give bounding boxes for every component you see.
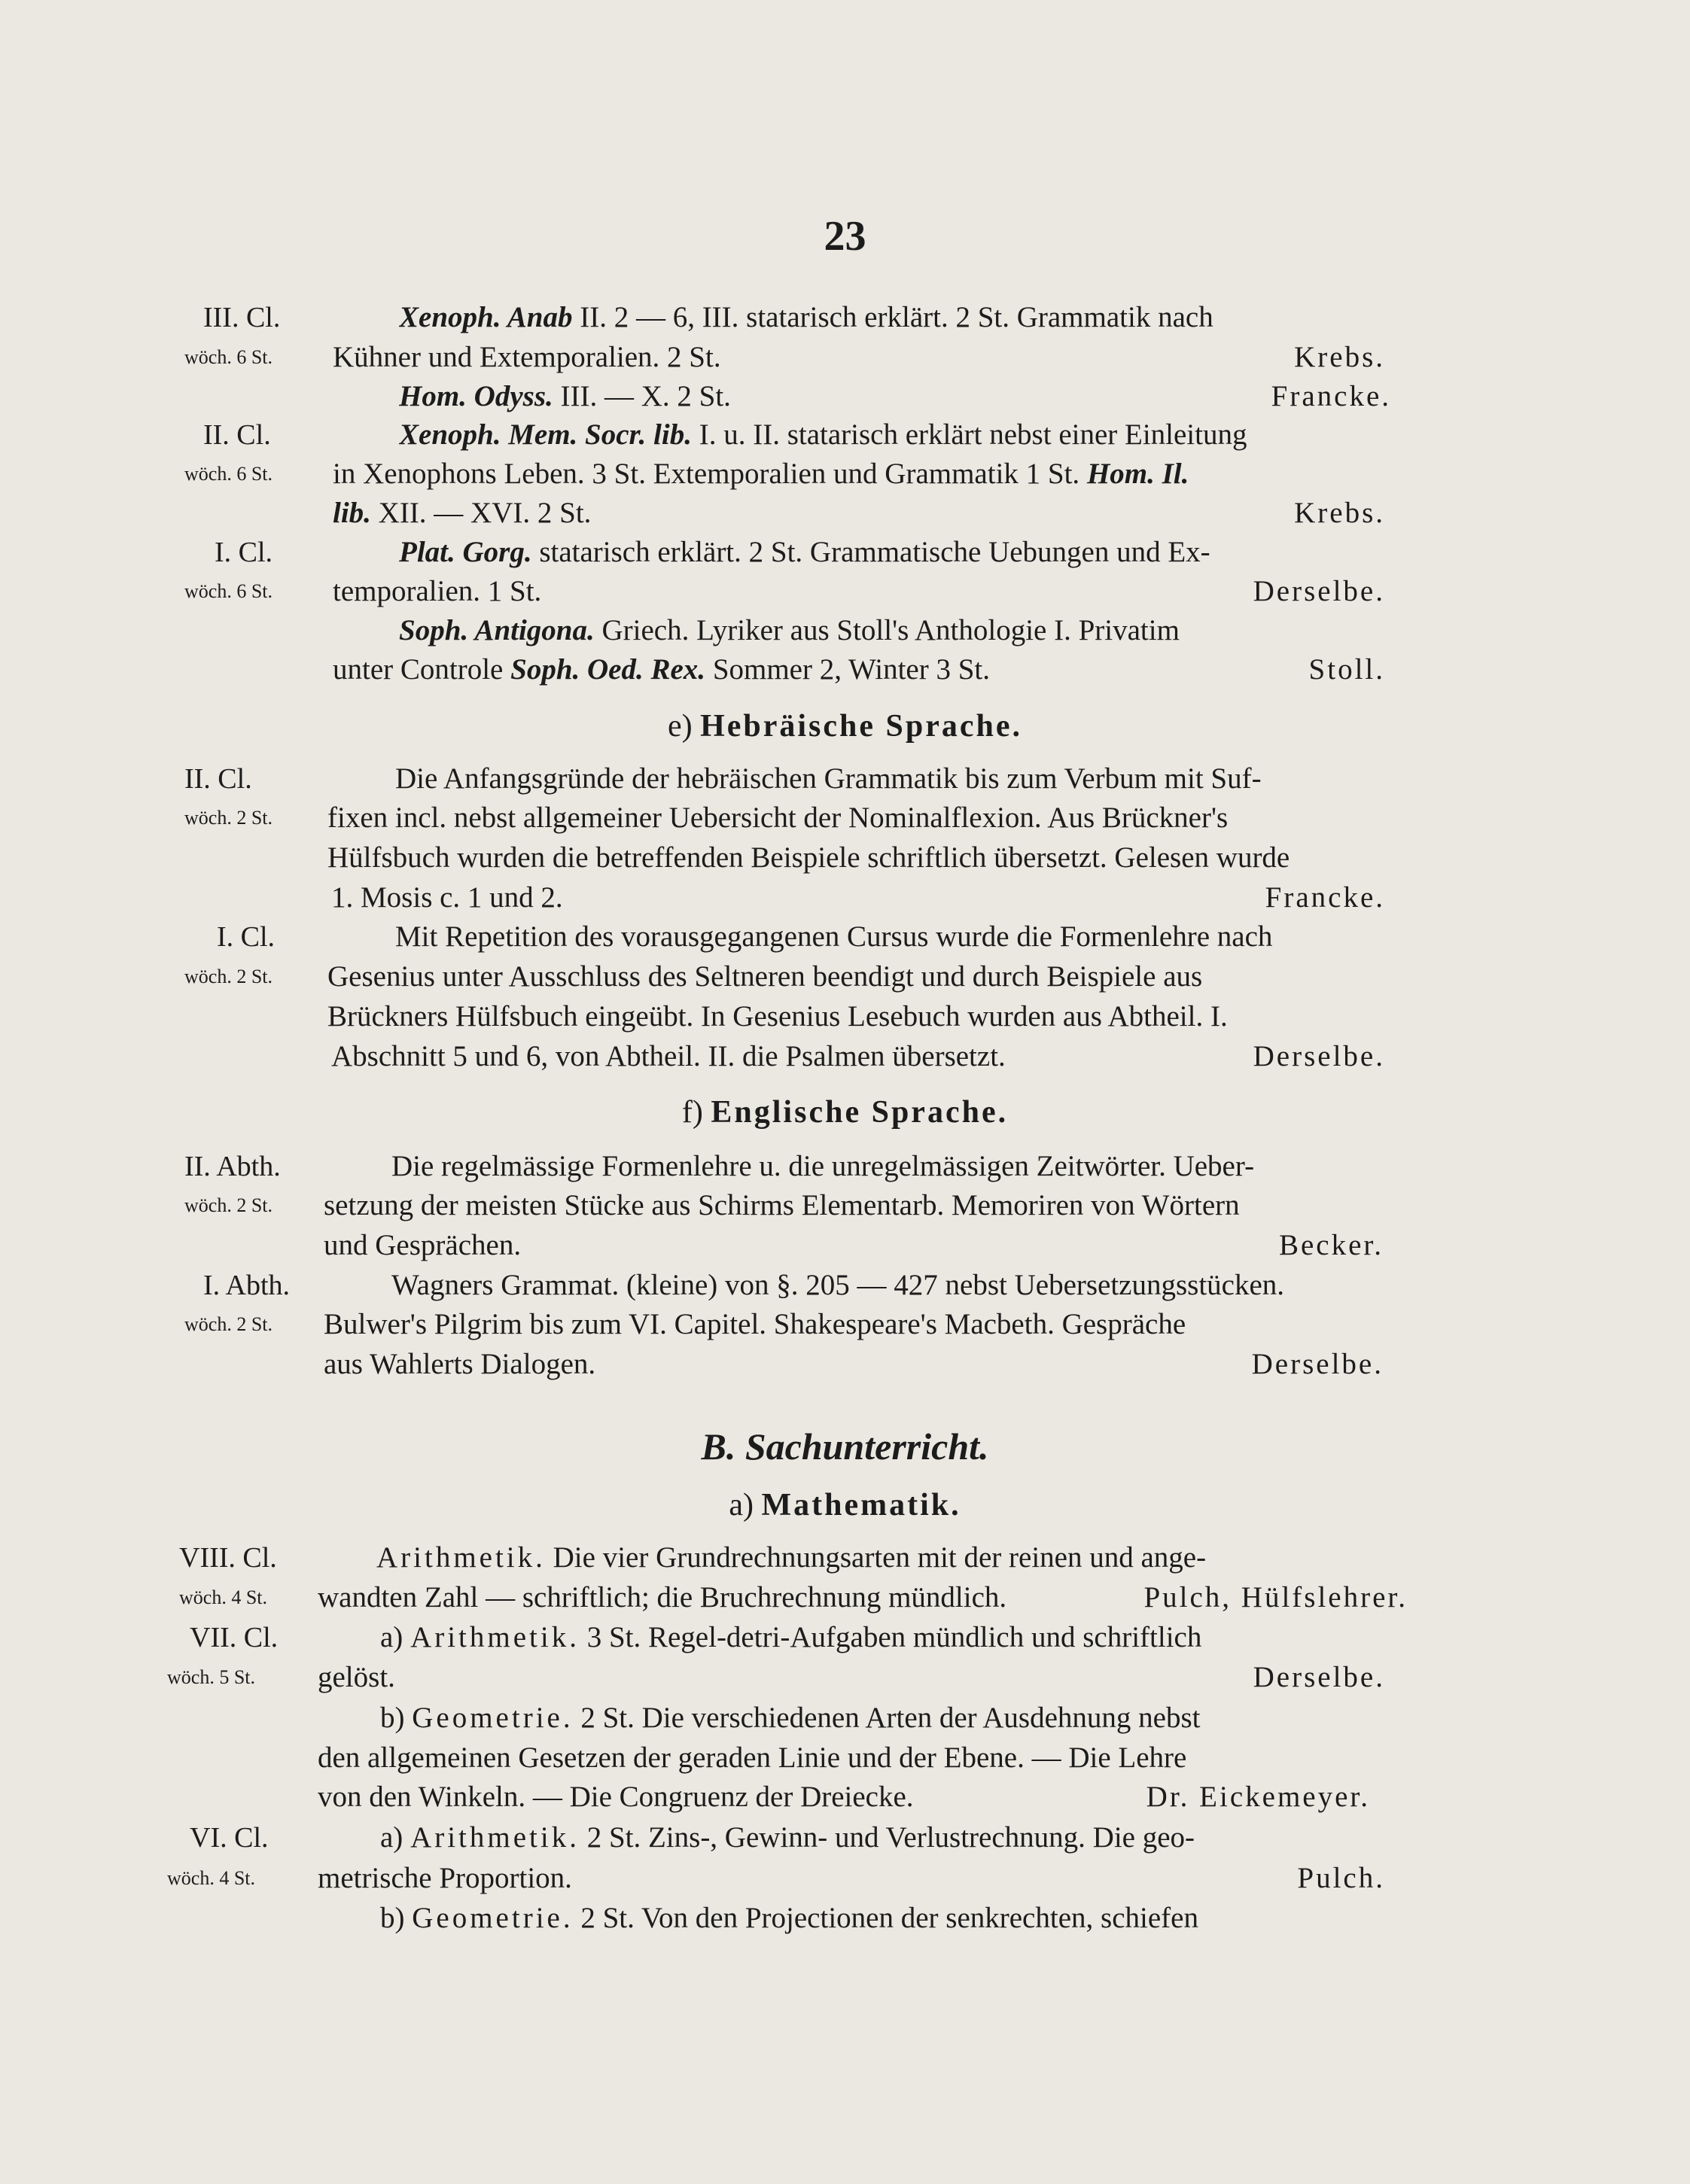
- line-text: und Gesprächen.: [324, 1229, 522, 1261]
- weekly-hours: wöch. 6 St.: [184, 463, 273, 485]
- class-label: VIII. Cl.: [179, 1542, 277, 1574]
- text-line: Mit Repetition des vorausgegangenen Cursus wurde die Formenlehre nach: [395, 920, 1273, 953]
- line-text: XII. — XVI. 2 St.: [370, 497, 592, 529]
- text-line: Gesenius unter Ausschluss des Seltneren beendigt und durch Beispiele aus: [327, 960, 1203, 993]
- class-label: I. Cl.: [217, 921, 276, 953]
- weekly-hours: wöch. 2 St.: [184, 1313, 273, 1335]
- section-heading-sachunterricht: B. Sachunterricht.: [701, 1425, 989, 1468]
- class-label: II. Abth.: [184, 1151, 281, 1182]
- text-line: fixen incl. nebst allgemeiner Uebersicht der Nominalflexion. Aus Brückner's: [327, 802, 1229, 834]
- teacher-name: Becker.: [1278, 1229, 1384, 1261]
- text-line: [380, 1696, 1423, 1741]
- line-text: wandten Zahl — schriftlich; die Bruchrechnung mündlich.: [318, 1581, 1007, 1614]
- heading-prefix: e): [667, 709, 701, 744]
- work-title: Plat. Gorg.: [399, 536, 532, 568]
- item-prefix: a): [380, 1821, 411, 1854]
- class-label: III. Cl.: [203, 302, 281, 333]
- section-heading-mathematik: [0, 1483, 1690, 1528]
- text-line: [399, 412, 1423, 458]
- line-text: statarisch erklärt. 2 St. Grammatische Uebungen und Ex-: [531, 536, 1210, 568]
- subject-name: Geometrie.: [412, 1702, 574, 1734]
- weekly-hours: wöch. 6 St.: [184, 346, 273, 368]
- class-label: VI. Cl.: [190, 1822, 269, 1854]
- line-text: III. — X. 2 St.: [553, 380, 731, 412]
- item-prefix: b): [380, 1702, 413, 1734]
- class-label: II. Cl.: [203, 419, 271, 451]
- weekly-hours: wöch. 4 St.: [179, 1586, 267, 1608]
- text-line: [399, 608, 1423, 653]
- subject-name: Arithmetik.: [410, 1621, 580, 1653]
- text-line: den allgemeinen Gesetzen der geraden Linie und der Ebene. — Die Lehre: [318, 1741, 1187, 1774]
- heading-prefix: a): [729, 1488, 762, 1522]
- work-title: lib.: [333, 497, 371, 529]
- heading-text: Mathematik.: [761, 1488, 961, 1522]
- text-line: [318, 1775, 1370, 1820]
- line-text: 1. Mosis c. 1 und 2.: [331, 881, 563, 914]
- class-label: VII. Cl.: [190, 1622, 279, 1653]
- weekly-hours: wöch. 2 St.: [184, 966, 273, 987]
- text-line: [399, 530, 1423, 575]
- class-label: II. Cl.: [184, 763, 252, 795]
- item-prefix: a): [380, 1621, 411, 1653]
- work-title: Xenoph. Anab: [399, 301, 573, 333]
- weekly-hours: wöch. 6 St.: [184, 580, 273, 602]
- work-title: Soph. Antigona.: [399, 614, 595, 646]
- text-line: [376, 1535, 1423, 1580]
- page-number: 23: [824, 213, 866, 260]
- subject-name: Arithmetik.: [376, 1541, 546, 1574]
- text-line: [333, 452, 1423, 497]
- line-text: von den Winkeln. — Die Congruenz der Dreiecke.: [318, 1781, 914, 1813]
- heading-prefix: f): [681, 1095, 711, 1130]
- heading-text: Hebräische Sprache.: [700, 709, 1023, 744]
- line-text: II. 2 — 6, III. statarisch erklärt. 2 St. Grammatik nach: [572, 301, 1213, 333]
- text-line: [333, 569, 1385, 614]
- weekly-hours: wöch. 2 St.: [184, 807, 273, 829]
- text-line: Die Anfangsgründe der hebräischen Grammatik bis zum Verbum mit Suf-: [395, 762, 1262, 795]
- text-line: [318, 1856, 1385, 1901]
- text-line: [333, 647, 1385, 692]
- weekly-hours: wöch. 2 St.: [184, 1194, 273, 1216]
- teacher-name: Krebs.: [1294, 497, 1385, 529]
- text-line: Bulwer's Pilgrim bis zum VI. Capitel. Shakespeare's Macbeth. Gespräche: [324, 1308, 1186, 1340]
- teacher-name: Dr. Eickemeyer.: [1146, 1781, 1370, 1813]
- line-text: aus Wahlerts Dialogen.: [324, 1348, 596, 1380]
- class-label: I. Cl.: [215, 537, 273, 568]
- work-title: Soph. Oed. Rex.: [510, 653, 706, 686]
- line-text: 2 St. Zins-, Gewinn- und Verlustrechnung. Die geo-: [579, 1821, 1195, 1854]
- text-line: [324, 1342, 1384, 1387]
- line-text: temporalien. 1 St.: [333, 575, 542, 607]
- line-text: 2 St. Von den Projectionen der senkrechten, schiefen: [573, 1902, 1198, 1934]
- teacher-name: Pulch, Hülfslehrer.: [1143, 1581, 1408, 1614]
- teacher-name: Derselbe.: [1253, 575, 1385, 607]
- teacher-name: Derselbe.: [1253, 1661, 1385, 1693]
- teacher-name: Pulch.: [1297, 1862, 1385, 1894]
- line-text: Abschnitt 5 und 6, von Abtheil. II. die Psalmen übersetzt.: [331, 1040, 1006, 1072]
- text-line: Die regelmässige Formenlehre u. die unregelmässigen Zeitwörter. Ueber-: [391, 1150, 1255, 1182]
- text-line: [318, 1655, 1385, 1700]
- text-line: [318, 1575, 1408, 1620]
- line-text: Kühner und Extemporalien. 2 St.: [333, 341, 721, 373]
- text-line: Wagners Grammat. (kleine) von §. 205 — 427 nebst Uebersetzungsstücken.: [391, 1269, 1285, 1301]
- text-line: [331, 875, 1385, 920]
- teacher-name: Francke.: [1271, 380, 1391, 412]
- text-line: Hülfsbuch wurden die betreffenden Beispiele schriftlich übersetzt. Gelesen wurde: [327, 841, 1290, 874]
- text-line: [331, 1034, 1385, 1079]
- text-line: [399, 295, 1423, 340]
- line-text: unter Controle: [333, 653, 511, 686]
- line-text: I. u. II. statarisch erklärt nebst einer Einleitung: [691, 418, 1247, 451]
- heading-text: Englische Sprache.: [711, 1095, 1009, 1130]
- work-title: Hom. Odyss.: [399, 380, 553, 412]
- teacher-name: Derselbe.: [1251, 1348, 1384, 1380]
- teacher-name: Krebs.: [1294, 341, 1385, 373]
- work-title: Hom. Il.: [1086, 458, 1189, 490]
- section-heading-hebrew: [0, 704, 1690, 749]
- text-line: Brückners Hülfsbuch eingeübt. In Gesenius Lesebuch wurden aus Abtheil. I.: [327, 1000, 1228, 1033]
- text-line: [380, 1896, 1423, 1941]
- weekly-hours: wöch. 4 St.: [167, 1867, 255, 1889]
- line-text: in Xenophons Leben. 3 St. Extemporalien und Grammatik 1 St.: [333, 458, 1087, 490]
- teacher-name: Francke.: [1265, 881, 1385, 914]
- item-prefix: b): [380, 1902, 413, 1934]
- class-label: I. Abth.: [203, 1270, 291, 1301]
- line-text: Die vier Grundrechnungsarten mit der reinen und ange-: [545, 1541, 1207, 1574]
- line-text: 2 St. Die verschiedenen Arten der Ausdehnung nebst: [573, 1702, 1201, 1734]
- text-line: [333, 335, 1385, 380]
- text-line: [333, 491, 1385, 536]
- subject-name: Geometrie.: [412, 1902, 574, 1934]
- teacher-name: Derselbe.: [1253, 1040, 1385, 1072]
- text-line: [380, 1615, 1423, 1660]
- line-text: 3 St. Regel-detri-Aufgaben mündlich und schriftlich: [579, 1621, 1202, 1653]
- text-line: [324, 1223, 1384, 1268]
- text-line: [380, 1815, 1423, 1860]
- subject-name: Arithmetik.: [410, 1821, 580, 1854]
- line-text: Sommer 2, Winter 3 St.: [705, 653, 991, 686]
- teacher-name: Stoll.: [1308, 653, 1385, 686]
- weekly-hours: wöch. 5 St.: [167, 1666, 255, 1688]
- line-text: Griech. Lyriker aus Stoll's Anthologie I. Privatim: [594, 614, 1180, 646]
- line-text: metrische Proportion.: [318, 1862, 572, 1894]
- section-heading-english: [0, 1090, 1690, 1135]
- work-title: Xenoph. Mem. Socr. lib.: [399, 418, 692, 451]
- line-text: gelöst.: [318, 1661, 395, 1693]
- text-line: setzung der meisten Stücke aus Schirms Elementarb. Memoriren von Wörtern: [324, 1189, 1240, 1221]
